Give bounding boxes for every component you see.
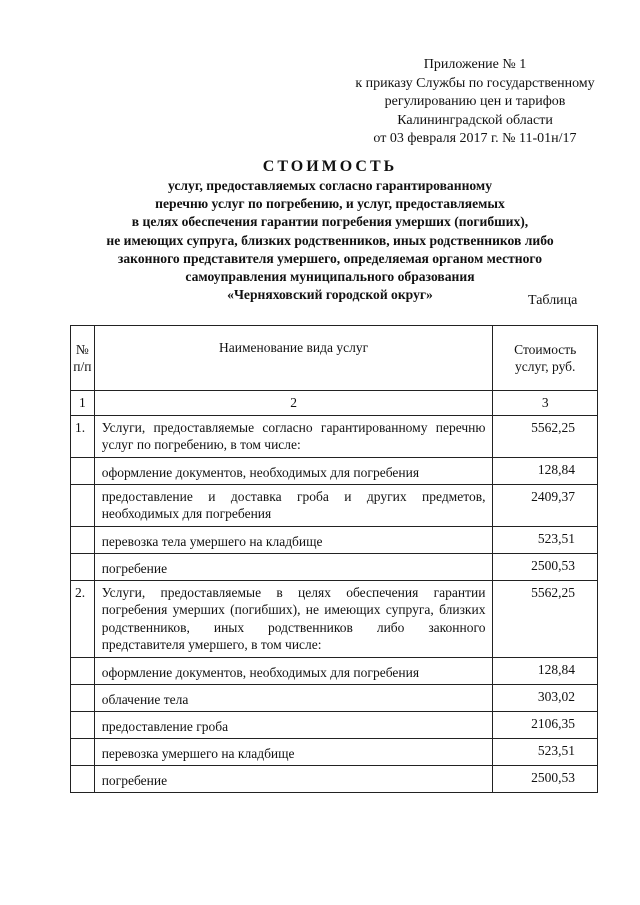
column-number: 1 <box>71 391 95 416</box>
header-name: Наименование вида услуг <box>94 326 493 391</box>
table-row <box>71 738 598 765</box>
column-number: 3 <box>493 391 598 416</box>
row-description: предоставление и доставка гроба и других предметов, необходимых для погребения <box>94 484 493 526</box>
row-value: 5562,25 <box>493 415 598 457</box>
table-label: Таблица <box>528 293 578 308</box>
title-block <box>60 157 600 304</box>
header-num: № п/п <box>71 326 95 391</box>
subtitle-line: в целях обеспечения гарантии погребения умерших (погибших), <box>131 214 529 230</box>
appendix-header <box>330 56 620 149</box>
row-number <box>71 738 95 765</box>
subtitle-line: самоуправления муниципального образования <box>185 269 475 285</box>
appendix-line: к приказу Службы по государственному <box>355 75 595 91</box>
row-value: 128,84 <box>493 457 598 484</box>
subtitle-line: не имеющих супруга, близких родственников, иных родственников либо <box>106 232 554 248</box>
price-table <box>70 325 598 793</box>
row-description: предоставление гроба <box>94 711 493 738</box>
table-row <box>71 553 598 580</box>
row-number <box>71 484 95 526</box>
appendix-line: регулированию цен и тарифов <box>384 94 566 109</box>
row-value: 2500,53 <box>493 553 598 580</box>
row-number: 2. <box>71 580 95 657</box>
row-number <box>71 711 95 738</box>
column-number: 2 <box>94 391 493 416</box>
row-value: 303,02 <box>493 684 598 711</box>
row-number <box>71 684 95 711</box>
appendix-line: Приложение № 1 <box>423 57 527 72</box>
subtitle-line: услуг, предоставляемых согласно гарантированному <box>168 178 492 193</box>
appendix-line: от 03 февраля 2017 г. № 11-01н/17 <box>373 131 577 146</box>
row-number <box>71 553 95 580</box>
document-title: СТОИМОСТЬ <box>262 158 398 175</box>
row-description: перевозка умершего на кладбище <box>94 738 493 765</box>
table-row <box>71 415 598 457</box>
table-row <box>71 580 598 657</box>
row-description: погребение <box>94 765 493 792</box>
document-subtitle <box>60 177 600 304</box>
row-value: 2500,53 <box>493 765 598 792</box>
column-number-row <box>71 391 598 416</box>
table-row <box>71 484 598 526</box>
table-row <box>71 657 598 684</box>
table-header-row <box>71 326 598 391</box>
table-row <box>71 526 598 553</box>
row-description: облачение тела <box>94 684 493 711</box>
subtitle-line: законного представителя умершего, определяемая органом местного <box>117 250 543 266</box>
row-description: погребение <box>94 553 493 580</box>
header-cost: Стоимость услуг, руб. <box>493 326 598 391</box>
row-number <box>71 765 95 792</box>
table-row <box>71 765 598 792</box>
row-number <box>71 526 95 553</box>
table-row <box>71 684 598 711</box>
row-description: перевозка тела умершего на кладбище <box>94 526 493 553</box>
row-description: оформление документов, необходимых для погребения <box>94 657 493 684</box>
row-description: Услуги, предоставляемые в целях обеспечения гарантии погребения умерших (погибших), не имеющих супруга, близких родственников, иных родственников либо законного представителя умершего, в том числе: <box>94 580 493 657</box>
row-value: 523,51 <box>493 526 598 553</box>
row-value: 5562,25 <box>493 580 598 657</box>
row-value: 128,84 <box>493 657 598 684</box>
row-description: Услуги, предоставляемые согласно гарантированному перечню услуг по погребению, в том числе: <box>94 415 493 457</box>
row-number <box>71 457 95 484</box>
table-row <box>71 711 598 738</box>
row-value: 2106,35 <box>493 711 598 738</box>
row-number <box>71 657 95 684</box>
row-description: оформление документов, необходимых для погребения <box>94 457 493 484</box>
row-value: 523,51 <box>493 738 598 765</box>
row-number: 1. <box>71 415 95 457</box>
subtitle-line: перечню услуг по погребению, и услуг, предоставляемых <box>155 196 505 212</box>
appendix-line: Калининградской области <box>397 112 553 128</box>
table-row <box>71 457 598 484</box>
row-value: 2409,37 <box>493 484 598 526</box>
subtitle-line: «Черняховский городской округ» <box>227 287 433 303</box>
